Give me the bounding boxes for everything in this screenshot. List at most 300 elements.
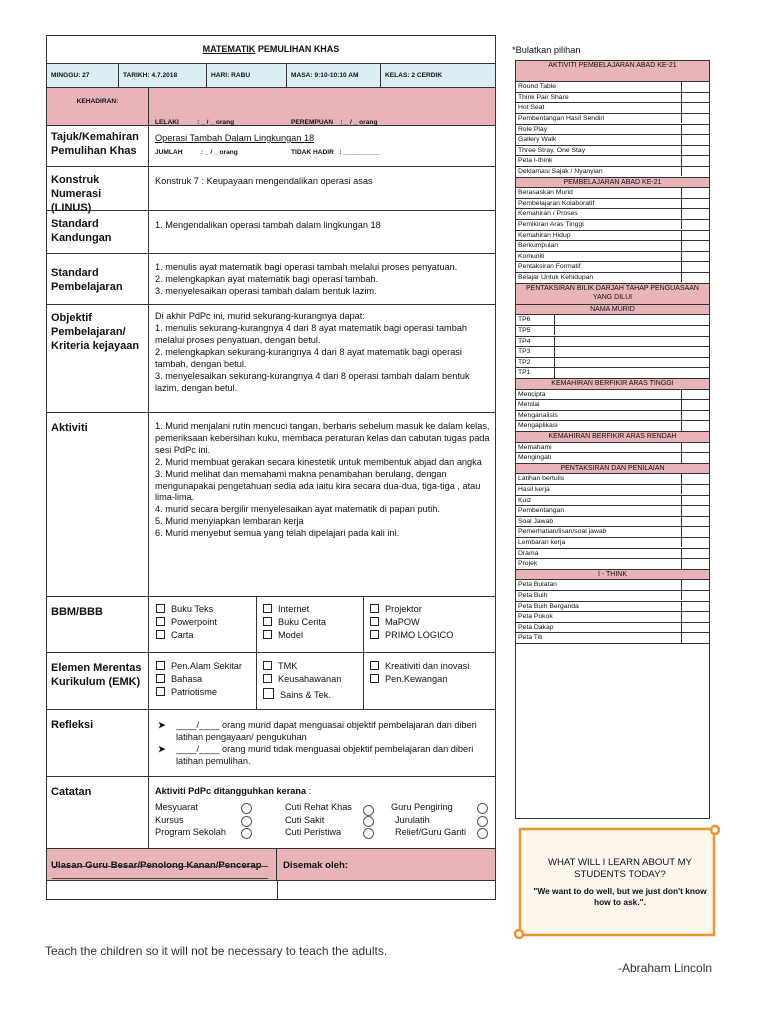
radio-circle-icon[interactable]: [477, 816, 488, 827]
pab-item-label: Pemikiran Aras Tinggi: [518, 221, 584, 228]
kelas: KELAS: 2 CERDIK: [385, 72, 443, 79]
tick-box[interactable]: [554, 347, 709, 356]
tick-box[interactable]: [681, 273, 709, 282]
checkbox-icon[interactable]: [156, 687, 165, 696]
catatan-text-9: Relief/Guru Ganti: [395, 827, 466, 837]
tick-box[interactable]: [681, 538, 709, 547]
catatan-text-2: Kursus: [155, 814, 184, 825]
tick-box[interactable]: [681, 209, 709, 218]
tp-item-label: TP5: [518, 327, 531, 334]
tick-box[interactable]: [681, 443, 709, 452]
scroll-quote: "We want to do well, but we just don't know how to ask.".: [533, 886, 707, 907]
tp-item[interactable]: [516, 337, 709, 348]
refleksi-text-1: ____/____ orang murid dapat menguasai objektif pembelajaran dan diberi latihan pengayaan/ pengukuhan: [176, 720, 477, 742]
emk-opt-5: [263, 673, 357, 686]
emk-label: Elemen Merentas Kurikulum (EMK): [47, 653, 149, 709]
title-subject: MATEMATIK: [202, 44, 256, 54]
jumlah: JUMLAH : _ / _ orang: [155, 149, 238, 156]
bbm-label-8: MaPOW: [385, 617, 420, 627]
pab-item-label: Belajar Untuk Kehidupan: [518, 274, 594, 281]
ithink-item-label: Peta Dakap: [518, 623, 554, 631]
radio-circle-icon[interactable]: [241, 828, 252, 839]
pab-item-label: Pentaksiran Formatif: [518, 263, 581, 271]
tick-box[interactable]: [554, 326, 709, 335]
perempuan: PEREMPUAN : _ / _ orang: [291, 119, 378, 126]
radio-circle-icon[interactable]: [477, 828, 488, 839]
pab-item[interactable]: [516, 231, 709, 242]
pbd-header: PENTAKSIRAN BILIK DARJAH TAHAP PENGUASAAN YANG DILUI: [516, 284, 709, 305]
ulasan-content-row: [47, 881, 495, 899]
tick-box[interactable]: [681, 496, 709, 505]
tick-box[interactable]: [681, 400, 709, 409]
ithink-item-label: Peta Bulatan: [518, 581, 557, 589]
bbm-label-5: Buku Cerita: [278, 617, 327, 627]
catatan-opt-5: [285, 814, 389, 827]
tick-box[interactable]: [554, 358, 709, 367]
aktiviti-item[interactable]: [516, 135, 709, 146]
emk-label-5: Keusahawanan: [278, 674, 342, 684]
tick-box[interactable]: [681, 103, 709, 112]
checkbox-icon[interactable]: [263, 617, 272, 626]
bbm-col1: [150, 597, 257, 652]
checkbox-icon[interactable]: [156, 674, 165, 683]
aktiviti-item-label: Round Table: [518, 83, 557, 91]
konstruk-label: Konstruk Numerasi (LINUS): [47, 167, 149, 210]
pp-item-label: Pemerhatian/lisan/soal jawab: [518, 528, 607, 536]
catatan-col3: [391, 801, 491, 839]
emk-opt-3: [156, 686, 250, 699]
kbat-item[interactable]: [516, 390, 709, 401]
ithink-item[interactable]: [516, 591, 709, 602]
catatan-label: Catatan: [47, 777, 149, 848]
emk-opt-8: [370, 673, 489, 686]
pp-item-label: Lembaran kerja: [518, 539, 566, 546]
pab-item[interactable]: [516, 188, 709, 199]
checkbox-icon[interactable]: [263, 604, 272, 613]
bbm-col2: [257, 597, 364, 652]
refleksi-item-2: [158, 743, 490, 767]
pp-item-label: Projek: [518, 560, 538, 568]
tick-box[interactable]: [681, 390, 709, 399]
kbar-item[interactable]: [516, 443, 709, 454]
sp-values: [150, 254, 495, 304]
tick-box[interactable]: [681, 156, 709, 165]
pp-item-label: Kuiz: [518, 496, 532, 504]
tp-item[interactable]: [516, 315, 709, 326]
tick-box[interactable]: [681, 580, 709, 589]
catatan-text-5: Cuti Sakit: [285, 814, 325, 825]
aktiviti-item[interactable]: [516, 93, 709, 104]
aktiviti-line: 2. Murid membuat gerakan secara kinestetik untuk membentuk abjad dan angka: [155, 456, 482, 467]
objektif-values: [150, 305, 495, 412]
tick-box[interactable]: [681, 199, 709, 208]
emk-label-8: Pen.Kewangan: [385, 674, 448, 684]
ithink-item[interactable]: [516, 623, 709, 634]
kbat-item-label: Menilai: [518, 401, 540, 409]
radio-circle-icon[interactable]: [477, 803, 488, 814]
kbat-item-label: Mengaplikasi: [518, 422, 558, 430]
aktiviti-values: [150, 413, 495, 596]
emk-label-1: Pen.Alam Sekitar: [171, 661, 242, 671]
aktiviti-item[interactable]: [516, 114, 709, 125]
kbat-item[interactable]: [516, 411, 709, 422]
bbm-label-6: Model: [278, 630, 304, 640]
pab-item-label: Kemahiran / Proses: [518, 210, 578, 218]
tick-box[interactable]: [554, 368, 709, 377]
pab-item-label: Pembelajaran Kolaboratif: [518, 199, 595, 207]
pp-item-label: Soal Jawab: [518, 517, 554, 525]
checkbox-icon[interactable]: [370, 661, 379, 670]
checkbox-icon[interactable]: [263, 688, 274, 699]
aktiviti-line: 5. Murid menyiapkan lembaran kerja: [155, 516, 304, 527]
pab-item[interactable]: [516, 273, 709, 284]
pp-item[interactable]: [516, 527, 709, 538]
catatan-opt-4: [285, 801, 389, 814]
kbar-header: KEMAHIRAN BERFIKIR ARAS RENDAH: [516, 432, 709, 443]
catatan-opt-9: [391, 826, 491, 839]
konstruk-row: [47, 167, 495, 214]
emk-col3: [364, 653, 495, 709]
pp-item[interactable]: [516, 496, 709, 507]
tick-box[interactable]: [681, 591, 709, 600]
right-checklist: [515, 60, 710, 819]
catatan-opt-6: [285, 826, 389, 839]
catatan-opt-2: [155, 814, 259, 827]
catatan-row: [47, 777, 495, 849]
pab-item[interactable]: [516, 252, 709, 263]
emk-label-7: Kreativiti dan inovasi: [385, 661, 470, 671]
catatan-text-6: Cuti Peristiwa: [285, 827, 342, 837]
catatan-col1: [155, 801, 259, 839]
checkbox-icon[interactable]: [370, 617, 379, 626]
ithink-item-label: Peta Pokok: [518, 613, 553, 621]
pp-header: PENTAKSIRAN DAN PENILAIAN: [516, 464, 709, 475]
pab-header: PEMBELAJARAN ABAD KE-21: [516, 178, 709, 189]
obj-line: 1. menulis sekurang-kurangnya 4 dari 8 ayat matematik bagi operasi tambah melalui proses penyatuan, dengan betul.: [155, 323, 468, 345]
obj-line: 2. melengkapkan sekurang-kurangnya 4 dari 8 ayat matematik bagi operasi tambah, dengan betul.: [155, 347, 462, 369]
checkbox-icon[interactable]: [156, 604, 165, 613]
catatan-colon: :: [306, 786, 312, 796]
tp-item-label: TP6: [518, 316, 531, 324]
pp-item[interactable]: [516, 559, 709, 570]
bbm-row: [47, 597, 495, 653]
pp-item-label: Hasil kerja: [518, 486, 550, 493]
bbm-label-4: Internet: [278, 604, 310, 614]
bbm-label-1: Buku Teks: [171, 604, 214, 614]
tick-box[interactable]: [554, 315, 709, 324]
tick-box[interactable]: [681, 602, 709, 611]
ulasan-line: [52, 878, 268, 879]
tarikh: TARIKH: 4.7.2018: [119, 64, 207, 87]
catatan-opt-3: [155, 826, 259, 839]
tick-box[interactable]: [681, 623, 709, 632]
tick-box[interactable]: [681, 485, 709, 494]
tick-box[interactable]: [554, 337, 709, 346]
aktiviti-item[interactable]: [516, 82, 709, 93]
tick-box[interactable]: [681, 549, 709, 558]
checkbox-icon[interactable]: [370, 674, 379, 683]
scroll-banner: [512, 823, 720, 941]
pab-item[interactable]: [516, 209, 709, 220]
footer-author: -Abraham Lincoln: [618, 961, 713, 975]
lesson-plan-table: [46, 35, 496, 900]
tick-box[interactable]: [681, 633, 709, 642]
aktiviti-item-label: Deklamasi Sajak / Nyanyian: [518, 168, 603, 175]
checkbox-icon[interactable]: [263, 630, 272, 639]
ithink-header: I - THINK: [516, 570, 709, 581]
obj-line: 3. menyelesaikan sekurang-kurangnya 4 dari 8 operasi tambah dalam bentuk lazim, dengan betul.: [155, 371, 470, 393]
sk-value: 1. Mengendalikan operasi tambah dalam lingkungan 18: [155, 220, 381, 230]
tp-item-label: TP3: [518, 348, 531, 356]
footer-quote: Teach the children so it will not be necessary to teach the adults.: [45, 944, 388, 958]
tick-box[interactable]: [681, 252, 709, 261]
tick-box[interactable]: [681, 411, 709, 420]
checkbox-icon[interactable]: [370, 604, 379, 613]
bulatkan-note: *Bulatkan pilihan: [512, 45, 581, 55]
kbat-item-label: Menganalisis: [518, 411, 558, 419]
pp-item-label: Drama: [518, 549, 539, 557]
tick-box[interactable]: [681, 167, 709, 176]
tick-box[interactable]: [681, 93, 709, 102]
kbar-item[interactable]: [516, 453, 709, 464]
bbm-opt-8: [370, 616, 489, 629]
sp-line: 2. melengkapkan ayat matematik bagi operasi tambah.: [155, 274, 379, 284]
tp-item-label: TP2: [518, 358, 531, 366]
ulasan-label: Ulasan Guru Besar/Penolong Kanan/Pencerap: [47, 849, 277, 880]
tick-box[interactable]: [681, 421, 709, 430]
masa: MASA: 9:10-10:10 AM: [287, 64, 381, 87]
refleksi-item-1: [158, 719, 490, 743]
pab-item[interactable]: [516, 199, 709, 210]
ulasan-row: [47, 849, 495, 881]
sp-label: Standard Pembelajaran: [47, 254, 149, 304]
kbar-item-label: Mengingati: [518, 454, 552, 462]
pab-item[interactable]: [516, 262, 709, 273]
pab-item-label: Berasaskan Murid: [518, 189, 573, 197]
pab-item-label: Komuniti: [518, 252, 545, 260]
catatan-heading: Aktiviti PdPc ditangguhkan kerana: [155, 786, 307, 796]
catatan-text-4: Cuti Rehat Khas: [285, 802, 352, 812]
tick-box[interactable]: [681, 612, 709, 621]
nama-murid-header: NAMA MURID: [516, 305, 709, 316]
arrow-icon: ➤: [158, 720, 166, 730]
tajuk-row: [47, 126, 495, 167]
info-row: [47, 64, 495, 88]
emk-opt-6: [263, 688, 357, 702]
scroll-title: WHAT WILL I LEARN ABOUT MY STUDENTS TODAY?: [547, 857, 693, 880]
obj-line: Di akhir PdPc ini, murid sekurang-kurangnya dapat:: [155, 311, 365, 321]
aktiviti-line: 1. Murid menjalani rutin mencuci tangan, berbaris sebelum masuk ke dalam kelas, pemeriksaan kebersihan kuku, membaca peraturan kelas dan cabutan tugas pada sesi PdPc ini.: [155, 421, 490, 455]
bbm-opt-7: [370, 603, 489, 616]
emk-opt-7: [370, 660, 489, 673]
bbm-label: BBM/BBB: [47, 597, 149, 652]
ithink-item-label: Peta Buih: [518, 592, 548, 599]
catatan-text-3: Program Sekolah: [155, 827, 226, 837]
tick-box[interactable]: [681, 241, 709, 250]
ithink-item[interactable]: [516, 612, 709, 623]
kbar-item-label: Memahami: [518, 443, 552, 451]
emk-opt-2: [156, 673, 250, 686]
tp-item[interactable]: [516, 347, 709, 358]
disemak-label: Disemak oleh:: [283, 860, 349, 871]
bbm-opt-3: [156, 629, 250, 642]
kbat-header: KEMAHIRAN BERFIKIR ARAS TINGGI: [516, 379, 709, 390]
radio-circle-icon[interactable]: [363, 816, 374, 827]
page-title: [47, 36, 495, 64]
ulasan-line: [52, 866, 268, 867]
tick-box[interactable]: [681, 231, 709, 240]
pab-item-label: Kemahiran Hidup: [518, 231, 571, 239]
refleksi-text-2: ____/____ orang murid tidak menguasai objektif pembelajaran dan diberi latihan pemulihan.: [176, 744, 474, 766]
aktiviti-header: AKTIVITI PEMBELAJARAN ABAD KE-21: [516, 61, 709, 82]
bbm-opt-4: [263, 603, 357, 616]
aktiviti-item-label: Think Pair Share: [518, 93, 569, 101]
aktiviti-line: 3. Murid melihat dan memahami makna penambahan berulang, dengan mengunapakai pengetahuan sedia ada iaitu kira secara dua-dua, tiga-tiga , atau lima-lima.: [155, 468, 481, 503]
sp-row: [47, 254, 495, 305]
tick-box[interactable]: [681, 146, 709, 155]
catatan-opt-7: [391, 801, 491, 814]
ulasan-box[interactable]: [47, 881, 278, 899]
refleksi-row: [47, 710, 495, 777]
sk-row: [47, 211, 495, 254]
emk-row: [47, 653, 495, 710]
aktiviti-line: 6. Murid menyebut semua yang telah dipelajari pada kali ini.: [155, 528, 400, 539]
catatan-text-8: Jurulatih: [395, 814, 430, 825]
tick-box[interactable]: [681, 474, 709, 483]
kbat-item[interactable]: [516, 421, 709, 432]
emk-col2: [257, 653, 364, 709]
aktiviti-item-label: Three Stray, One Stay: [518, 146, 586, 154]
lelaki: LELAKI : _ / _ orang: [155, 119, 235, 126]
ithink-item-label: Peta Buih Berganda: [518, 602, 579, 610]
aktiviti-item[interactable]: [516, 103, 709, 114]
aktiviti-item[interactable]: [516, 156, 709, 167]
tp-item-label: TP1: [518, 369, 531, 377]
catatan-heading-wrap: [155, 786, 311, 796]
bbm-opt-5: [263, 616, 357, 629]
refleksi-label: Refleksi: [47, 710, 149, 776]
aktiviti-item-label: Gallery Walk: [518, 136, 557, 144]
pab-item[interactable]: [516, 220, 709, 231]
catatan-text-1: Mesyuarat: [155, 802, 198, 812]
tick-box[interactable]: [681, 82, 709, 91]
aktiviti-item-label: Peta I-think: [518, 157, 553, 165]
objektif-row: [47, 305, 495, 413]
bbm-opt-9: [370, 629, 489, 642]
pab-item[interactable]: [516, 241, 709, 252]
emk-opt-1: [156, 660, 250, 673]
aktiviti-line: 4. murid secara bergilir menyelesaikan ayat matematik di papan putih.: [155, 504, 440, 515]
tick-box[interactable]: [681, 517, 709, 526]
bbm-label-9: PRIMO LOGICO: [385, 630, 454, 640]
radio-circle-icon[interactable]: [363, 828, 374, 839]
radio-circle-icon[interactable]: [241, 816, 252, 827]
tp-item[interactable]: [516, 358, 709, 369]
tajuk-value-cell: [150, 126, 495, 166]
tajuk-value: Operasi Tambah Dalam Lingkungan 18: [155, 133, 315, 143]
tp-item[interactable]: [516, 368, 709, 379]
hari: HARI: RABU: [207, 64, 287, 87]
pp-item[interactable]: [516, 506, 709, 517]
sk-label: Standard Kandungan: [47, 211, 149, 253]
title-rest: PEMULIHAN KHAS: [255, 44, 340, 54]
emk-col1: [150, 653, 257, 709]
bbm-label-2: Powerpoint: [171, 617, 217, 627]
pab-item-label: Berkumpulan: [518, 242, 559, 250]
kbat-item[interactable]: [516, 400, 709, 411]
bbm-opt-6: [263, 629, 357, 642]
pp-item[interactable]: [516, 538, 709, 549]
aktiviti-row: [47, 413, 495, 597]
tp-item[interactable]: [516, 326, 709, 337]
ithink-item[interactable]: [516, 580, 709, 591]
pp-item[interactable]: [516, 549, 709, 560]
attendance-label: KEHADIRAN:: [47, 88, 149, 125]
emk-label-2: Bahasa: [171, 674, 203, 684]
konstruk-value: Konstruk 7 : Keupayaan mengendalikan operasi asas: [155, 176, 373, 186]
ithink-item[interactable]: [516, 633, 709, 644]
tick-box[interactable]: [681, 262, 709, 271]
refleksi-values: [150, 710, 495, 776]
sp-line: 1. menulis ayat matematik bagi operasi tambah melalui proses penyatuan.: [155, 262, 458, 272]
ithink-item[interactable]: [516, 602, 709, 613]
tick-box[interactable]: [681, 188, 709, 197]
pp-item[interactable]: [516, 485, 709, 496]
aktiviti-item[interactable]: [516, 125, 709, 136]
tick-box[interactable]: [681, 506, 709, 515]
pp-item-label: Pembentangan: [518, 507, 565, 515]
checkbox-icon[interactable]: [156, 630, 165, 639]
tick-box[interactable]: [681, 135, 709, 144]
tidak-hadir: TIDAK HADIR : __________: [291, 149, 381, 156]
catatan-col2: [285, 801, 389, 839]
aktiviti-item[interactable]: [516, 167, 709, 178]
tick-box[interactable]: [681, 125, 709, 134]
catatan-opt-1: [155, 801, 259, 814]
pp-item[interactable]: [516, 517, 709, 528]
emk-opt-4: [263, 660, 357, 673]
checkbox-icon[interactable]: [156, 617, 165, 626]
checkbox-icon[interactable]: [263, 674, 272, 683]
emk-label-4: TMK: [278, 661, 298, 671]
aktiviti-item-label: Role Play: [518, 125, 548, 133]
sp-line: 3. menyelesaikan operasi tambah dalam bentuk lazim.: [155, 286, 377, 296]
radio-circle-icon[interactable]: [241, 803, 252, 814]
catatan-opt-8: [391, 814, 491, 827]
pp-item[interactable]: [516, 474, 709, 485]
tajuk-label: Tajuk/Kemahiran Pemulihan Khas: [47, 126, 149, 166]
checkbox-icon[interactable]: [370, 630, 379, 639]
bbm-label-3: Carta: [171, 630, 194, 640]
bbm-opt-1: [156, 603, 250, 616]
bbm-col3: [364, 597, 495, 652]
bbm-label-7: Projektor: [385, 604, 422, 614]
tick-box[interactable]: [681, 527, 709, 536]
aktiviti-item[interactable]: [516, 146, 709, 157]
checkbox-icon[interactable]: [156, 661, 165, 670]
catatan-text-7: Guru Pengiring: [391, 802, 453, 812]
tick-box[interactable]: [681, 453, 709, 462]
pp-item-label: Latihan bertulis: [518, 475, 565, 483]
objektif-label: Objektif Pembelajaran/ Kriteria kejayaan: [47, 305, 149, 412]
checkbox-icon[interactable]: [263, 661, 272, 670]
tick-box[interactable]: [681, 114, 709, 123]
emk-label-3: Patriotisme: [171, 687, 217, 697]
tick-box[interactable]: [681, 559, 709, 568]
scroll-icon: [512, 823, 720, 941]
tick-box[interactable]: [681, 220, 709, 229]
bbm-opt-2: [156, 616, 250, 629]
